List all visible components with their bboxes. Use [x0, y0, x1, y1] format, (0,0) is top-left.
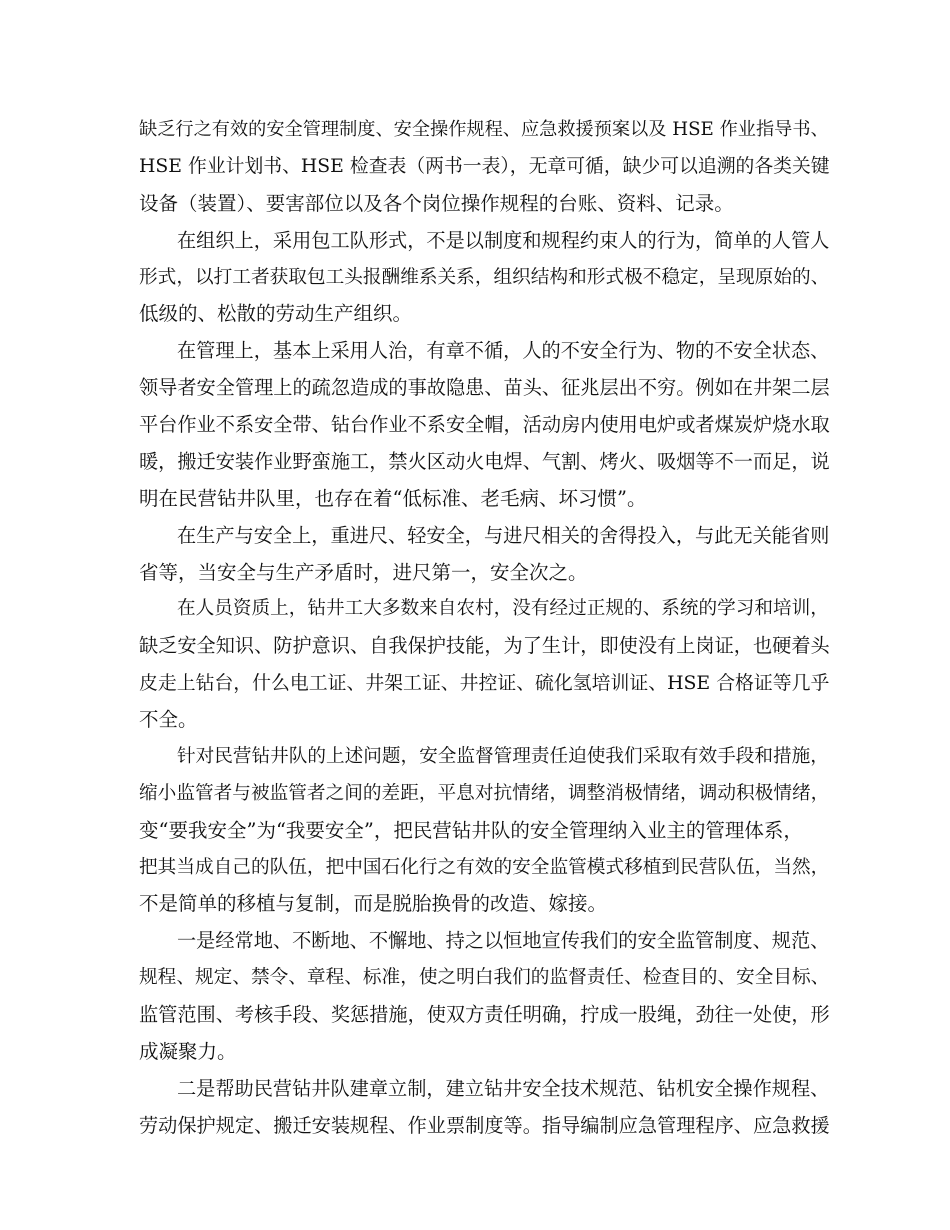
paragraph-start-line: 在人员资质上，钻井工大多数来自农村，没有经过正规的、系统的学习和培训， [177, 598, 829, 619]
text-line: 监管范围、考核手段、奖惩措施，使双方责任明确，拧成一股绳，劲往一处使，形 [139, 1003, 830, 1026]
text-line: 省等，当安全与生产矛盾时，进尺第一，安全次之。 [139, 561, 588, 584]
text-line: HSE 作业计划书、HSE 检查表（两书一表），无章可循，缺少可以追溯的各类关键 [139, 156, 830, 177]
text-line: 缺乏安全知识、防护意识、自我保护技能，为了生计，即使没有上岗证，也硬着头 [139, 634, 830, 657]
text-line: 暖，搬迁安装作业野蛮施工，禁火区动火电焊、气割、烤火、吸烟等不一而足，说 [139, 450, 830, 473]
text-line: 规程、规定、禁令、章程、标准，使之明白我们的监督责任、检查目的、安全目标、 [139, 967, 830, 988]
paragraph-start-line: 一是经常地、不断地、不懈地、持之以恒地宣传我们的安全监管制度、规范、 [177, 929, 830, 952]
paragraph-start-line: 针对民营钻井队的上述问题，安全监督管理责任迫使我们采取有效手段和措施， [177, 746, 829, 767]
text-line: 皮走上钻台，什么电工证、井架工证、井控证、硫化氢培训证、HSE 合格证等几乎 [139, 672, 830, 694]
paragraph-start-line: 在组织上，采用包工队形式，不是以制度和规程约束人的行为，简单的人管人 [177, 229, 830, 252]
text-line: 劳动保护规定、搬迁安装规程、作业票制度等。指导编制应急管理程序、应急救援 [139, 1114, 830, 1137]
text-line: 低级的、松散的劳动生产组织。 [139, 302, 413, 325]
text-line: 形式，以打工者获取包工头报酬维系关系，组织结构和形式极不稳定，呈现原始的、 [139, 267, 830, 288]
paragraph-start-line: 在生产与安全上，重进尺、轻安全，与进尺相关的舍得投入，与此无关能省则 [177, 524, 830, 547]
text-line: 明在民营钻井队里，也存在着“低标准、老毛病、坏习惯”。 [139, 487, 647, 510]
text-line: 缺乏行之有效的安全管理制度、安全操作规程、应急救援预案以及 HSE 作业指导书、 [139, 119, 829, 140]
paragraph-start-line: 在管理上，基本上采用人治，有章不循，人的不安全行为、物的不安全状态、 [177, 339, 830, 362]
text-line: 领导者安全管理上的疏忽造成的事故隐患、苗头、征兆层出不穷。例如在井架二层 [139, 376, 830, 399]
text-line: 缩小监管者与被监管者之间的差距，平息对抗情绪，调整消极情绪，调动积极情绪， [139, 783, 830, 804]
text-line: 变“要我安全”为“我要安全”，把民营钻井队的安全管理纳入业主的管理体系， [139, 819, 803, 842]
text-line: 不是简单的移植与复制，而是脱胎换骨的改造、嫁接。 [139, 892, 608, 915]
text-line: 设备（装置）、要害部位以及各个岗位操作规程的台账、资料、记录。 [139, 192, 734, 215]
text-line: 成凝聚力。 [139, 1040, 237, 1063]
text-line: 平台作业不系安全带、钻台作业不系安全帽，活动房内使用电炉或者煤炭炉烧水取 [139, 413, 830, 436]
paragraph-start-line: 二是帮助民营钻井队建章立制，建立钻井安全技术规范、钻机安全操作规程、 [177, 1077, 830, 1100]
text-line: 把其当成自己的队伍，把中国石化行之有效的安全监管模式移植到民营队伍，当然， [139, 857, 830, 878]
text-line: 不全。 [139, 708, 198, 731]
